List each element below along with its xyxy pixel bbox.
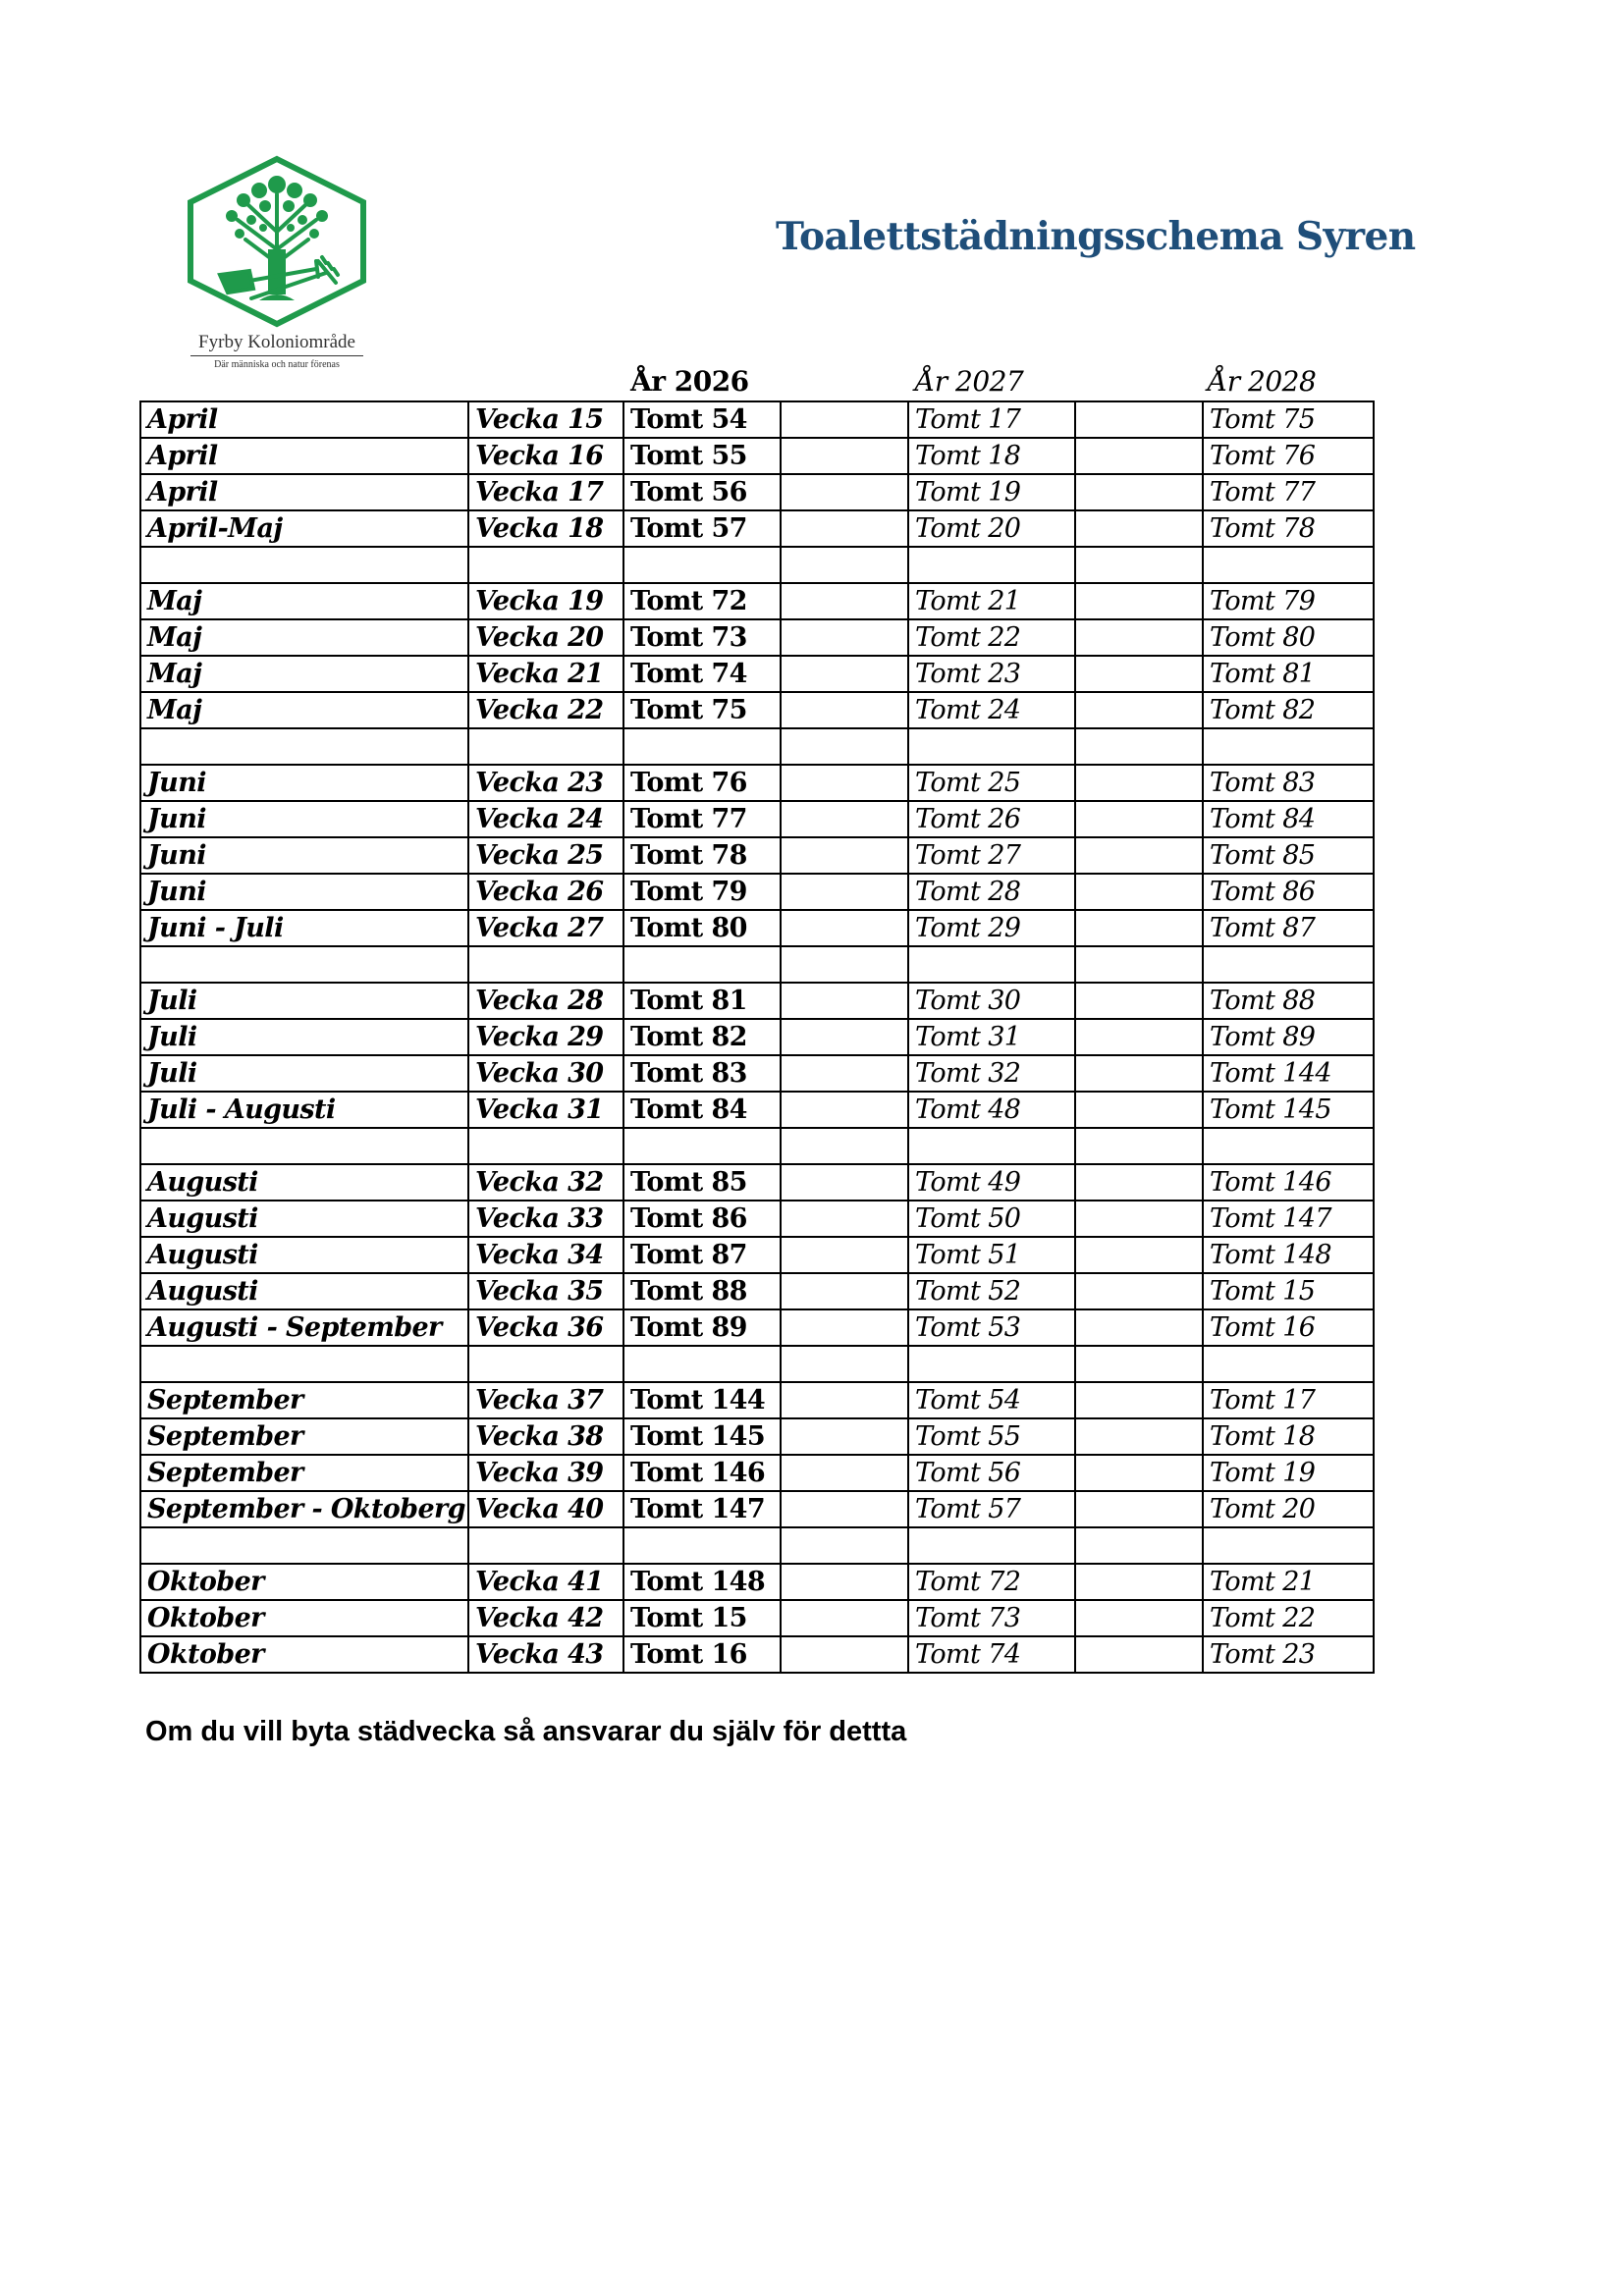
plot-2028-cell: Tomt 82: [1203, 692, 1374, 728]
spacer-cell: [781, 474, 908, 510]
week-cell: [468, 728, 623, 765]
plot-2027-cell: Tomt 74: [908, 1636, 1075, 1673]
plot-2027-cell: Tomt 53: [908, 1309, 1075, 1346]
spacer-cell: [781, 946, 908, 983]
spacer-cell: [781, 1237, 908, 1273]
spacer-cell: [781, 1346, 908, 1382]
table-row: [140, 1455, 1374, 1491]
plot-2027-cell: Tomt 18: [908, 438, 1075, 474]
spacer-cell: [781, 1092, 908, 1128]
table-row: [140, 692, 1374, 728]
spacer-row: [140, 1346, 1374, 1382]
plot-2028-cell: Tomt 23: [1203, 1636, 1374, 1673]
spacer-cell: [1075, 619, 1203, 656]
spacer-cell: [781, 983, 908, 1019]
plot-2027-cell: Tomt 25: [908, 765, 1075, 801]
plot-2027-cell: Tomt 49: [908, 1164, 1075, 1201]
plot-2028-cell: [1203, 728, 1374, 765]
plot-2028-cell: Tomt 88: [1203, 983, 1374, 1019]
spacer-cell: [1075, 1128, 1203, 1164]
plot-2027-cell: Tomt 28: [908, 874, 1075, 910]
logo-divider: [190, 355, 363, 356]
month-cell: Oktober: [140, 1600, 468, 1636]
spacer-cell: [781, 728, 908, 765]
plot-2028-cell: Tomt 75: [1203, 401, 1374, 438]
week-cell: Vecka 15: [468, 401, 623, 438]
plot-2026-cell: Tomt 76: [623, 765, 781, 801]
week-cell: Vecka 21: [468, 656, 623, 692]
spacer-cell: [1075, 401, 1203, 438]
spacer-cell: [781, 1382, 908, 1418]
spacer-cell: [1075, 910, 1203, 946]
month-cell: September: [140, 1418, 468, 1455]
month-cell: Augusti: [140, 1237, 468, 1273]
plot-2026-cell: [623, 1527, 781, 1564]
plot-2026-cell: Tomt 55: [623, 438, 781, 474]
plot-2026-cell: Tomt 148: [623, 1564, 781, 1600]
year-2026-header: År 2026: [630, 365, 749, 398]
month-cell: Juli: [140, 1055, 468, 1092]
week-cell: [468, 1128, 623, 1164]
spacer-cell: [781, 1600, 908, 1636]
plot-2026-cell: [623, 1346, 781, 1382]
plot-2026-cell: Tomt 84: [623, 1092, 781, 1128]
table-row: [140, 983, 1374, 1019]
month-cell: Maj: [140, 656, 468, 692]
week-cell: [468, 1346, 623, 1382]
table-row: [140, 1491, 1374, 1527]
spacer-cell: [1075, 1164, 1203, 1201]
plot-2026-cell: Tomt 57: [623, 510, 781, 547]
month-cell: Augusti: [140, 1273, 468, 1309]
table-row: [140, 438, 1374, 474]
plot-2028-cell: Tomt 20: [1203, 1491, 1374, 1527]
week-cell: Vecka 42: [468, 1600, 623, 1636]
spacer-cell: [781, 583, 908, 619]
month-cell: [140, 1128, 468, 1164]
week-cell: Vecka 26: [468, 874, 623, 910]
plot-2026-cell: Tomt 89: [623, 1309, 781, 1346]
plot-2026-cell: Tomt 82: [623, 1019, 781, 1055]
spacer-cell: [781, 801, 908, 837]
week-cell: Vecka 28: [468, 983, 623, 1019]
logo-tagline: Där människa och natur förenas: [214, 359, 340, 370]
spacer-cell: [781, 656, 908, 692]
plot-2027-cell: [908, 946, 1075, 983]
week-cell: Vecka 33: [468, 1201, 623, 1237]
spacer-cell: [781, 1418, 908, 1455]
spacer-cell: [781, 692, 908, 728]
spacer-cell: [781, 874, 908, 910]
plot-2028-cell: Tomt 79: [1203, 583, 1374, 619]
plot-2026-cell: Tomt 81: [623, 983, 781, 1019]
page-title: Toalettstädningsschema Syren: [776, 214, 1416, 259]
spacer-cell: [1075, 1382, 1203, 1418]
plot-2027-cell: Tomt 52: [908, 1273, 1075, 1309]
month-cell: Juni: [140, 837, 468, 874]
spacer-cell: [1075, 510, 1203, 547]
spacer-cell: [1075, 837, 1203, 874]
month-cell: April-Maj: [140, 510, 468, 547]
spacer-cell: [781, 1273, 908, 1309]
spacer-row: [140, 1128, 1374, 1164]
table-row: [140, 619, 1374, 656]
table-row: [140, 1600, 1374, 1636]
plot-2028-cell: Tomt 84: [1203, 801, 1374, 837]
spacer-cell: [781, 837, 908, 874]
spacer-cell: [781, 1128, 908, 1164]
week-cell: Vecka 37: [468, 1382, 623, 1418]
month-cell: Juni: [140, 801, 468, 837]
table-row: [140, 1564, 1374, 1600]
month-cell: Juni: [140, 874, 468, 910]
plot-2026-cell: Tomt 74: [623, 656, 781, 692]
plot-2028-cell: [1203, 1346, 1374, 1382]
week-cell: Vecka 41: [468, 1564, 623, 1600]
plot-2028-cell: [1203, 547, 1374, 583]
month-cell: September: [140, 1382, 468, 1418]
spacer-cell: [1075, 656, 1203, 692]
plot-2028-cell: Tomt 19: [1203, 1455, 1374, 1491]
plot-2026-cell: Tomt 83: [623, 1055, 781, 1092]
plot-2026-cell: Tomt 77: [623, 801, 781, 837]
plot-2027-cell: Tomt 19: [908, 474, 1075, 510]
month-cell: April: [140, 401, 468, 438]
schedule-table: [139, 400, 1375, 1674]
plot-2026-cell: Tomt 88: [623, 1273, 781, 1309]
plot-2026-cell: Tomt 79: [623, 874, 781, 910]
week-cell: Vecka 27: [468, 910, 623, 946]
year-2027-header: År 2027: [915, 365, 1024, 398]
spacer-cell: [781, 1564, 908, 1600]
spacer-cell: [1075, 1564, 1203, 1600]
plot-2028-cell: Tomt 145: [1203, 1092, 1374, 1128]
spacer-cell: [1075, 1309, 1203, 1346]
plot-2028-cell: Tomt 146: [1203, 1164, 1374, 1201]
spacer-cell: [1075, 1600, 1203, 1636]
plot-2026-cell: Tomt 16: [623, 1636, 781, 1673]
month-cell: [140, 946, 468, 983]
spacer-cell: [1075, 1346, 1203, 1382]
plot-2027-cell: Tomt 54: [908, 1382, 1075, 1418]
plot-2027-cell: Tomt 27: [908, 837, 1075, 874]
plot-2027-cell: [908, 547, 1075, 583]
spacer-cell: [781, 1019, 908, 1055]
table-row: [140, 656, 1374, 692]
week-cell: Vecka 39: [468, 1455, 623, 1491]
spacer-row: [140, 547, 1374, 583]
plot-2028-cell: Tomt 86: [1203, 874, 1374, 910]
spacer-cell: [781, 1201, 908, 1237]
spacer-cell: [1075, 1455, 1203, 1491]
week-cell: Vecka 20: [468, 619, 623, 656]
plot-2027-cell: Tomt 29: [908, 910, 1075, 946]
week-cell: Vecka 25: [468, 837, 623, 874]
month-cell: Maj: [140, 692, 468, 728]
plot-2028-cell: Tomt 89: [1203, 1019, 1374, 1055]
spacer-cell: [1075, 983, 1203, 1019]
spacer-cell: [1075, 1092, 1203, 1128]
spacer-cell: [1075, 1273, 1203, 1309]
spacer-cell: [781, 1455, 908, 1491]
table-row: [140, 1201, 1374, 1237]
plot-2026-cell: Tomt 87: [623, 1237, 781, 1273]
tree-logo-icon: [169, 155, 385, 328]
plot-2027-cell: Tomt 48: [908, 1092, 1075, 1128]
plot-2026-cell: Tomt 75: [623, 692, 781, 728]
week-cell: Vecka 24: [468, 801, 623, 837]
month-cell: Augusti: [140, 1164, 468, 1201]
spacer-cell: [1075, 583, 1203, 619]
spacer-cell: [781, 1527, 908, 1564]
week-cell: Vecka 34: [468, 1237, 623, 1273]
logo-name: Fyrby Koloniområde: [198, 332, 355, 352]
plot-2028-cell: Tomt 87: [1203, 910, 1374, 946]
week-cell: Vecka 31: [468, 1092, 623, 1128]
plot-2027-cell: Tomt 50: [908, 1201, 1075, 1237]
plot-2027-cell: Tomt 24: [908, 692, 1075, 728]
week-cell: [468, 547, 623, 583]
plot-2027-cell: Tomt 21: [908, 583, 1075, 619]
spacer-cell: [781, 1491, 908, 1527]
table-row: [140, 1092, 1374, 1128]
plot-2026-cell: Tomt 147: [623, 1491, 781, 1527]
plot-2028-cell: Tomt 16: [1203, 1309, 1374, 1346]
plot-2027-cell: Tomt 17: [908, 401, 1075, 438]
month-cell: September - Oktoberg: [140, 1491, 468, 1527]
month-cell: April: [140, 474, 468, 510]
month-cell: Oktober: [140, 1564, 468, 1600]
table-row: [140, 1382, 1374, 1418]
plot-2027-cell: [908, 1527, 1075, 1564]
week-cell: Vecka 29: [468, 1019, 623, 1055]
plot-2026-cell: Tomt 144: [623, 1382, 781, 1418]
plot-2026-cell: Tomt 86: [623, 1201, 781, 1237]
plot-2026-cell: Tomt 73: [623, 619, 781, 656]
plot-2026-cell: Tomt 54: [623, 401, 781, 438]
week-cell: Vecka 17: [468, 474, 623, 510]
plot-2028-cell: Tomt 81: [1203, 656, 1374, 692]
plot-2026-cell: Tomt 80: [623, 910, 781, 946]
spacer-cell: [1075, 1636, 1203, 1673]
table-row: [140, 874, 1374, 910]
plot-2027-cell: Tomt 22: [908, 619, 1075, 656]
table-row: [140, 510, 1374, 547]
month-cell: Maj: [140, 583, 468, 619]
table-row: [140, 837, 1374, 874]
plot-2026-cell: [623, 946, 781, 983]
month-cell: September: [140, 1455, 468, 1491]
table-row: [140, 1237, 1374, 1273]
table-row: [140, 1055, 1374, 1092]
plot-2026-cell: Tomt 56: [623, 474, 781, 510]
plot-2026-cell: Tomt 15: [623, 1600, 781, 1636]
plot-2028-cell: Tomt 18: [1203, 1418, 1374, 1455]
week-cell: Vecka 36: [468, 1309, 623, 1346]
spacer-cell: [1075, 547, 1203, 583]
table-row: [140, 1164, 1374, 1201]
spacer-cell: [781, 765, 908, 801]
month-cell: Juli: [140, 1019, 468, 1055]
spacer-cell: [1075, 728, 1203, 765]
week-cell: Vecka 40: [468, 1491, 623, 1527]
spacer-cell: [1075, 1527, 1203, 1564]
spacer-cell: [1075, 692, 1203, 728]
plot-2027-cell: [908, 1346, 1075, 1382]
spacer-cell: [781, 1636, 908, 1673]
spacer-cell: [781, 547, 908, 583]
spacer-cell: [1075, 1491, 1203, 1527]
month-cell: [140, 547, 468, 583]
plot-2027-cell: Tomt 51: [908, 1237, 1075, 1273]
plot-2027-cell: [908, 728, 1075, 765]
footer-note: Om du vill byta städvecka så ansvarar du själv för dettta: [145, 1716, 907, 1747]
plot-2027-cell: Tomt 55: [908, 1418, 1075, 1455]
spacer-cell: [1075, 765, 1203, 801]
week-cell: [468, 946, 623, 983]
plot-2028-cell: Tomt 78: [1203, 510, 1374, 547]
spacer-cell: [781, 438, 908, 474]
table-row: [140, 765, 1374, 801]
plot-2028-cell: [1203, 946, 1374, 983]
spacer-cell: [1075, 946, 1203, 983]
week-cell: [468, 1527, 623, 1564]
plot-2027-cell: Tomt 23: [908, 656, 1075, 692]
spacer-cell: [1075, 874, 1203, 910]
spacer-row: [140, 728, 1374, 765]
month-cell: Juli - Augusti: [140, 1092, 468, 1128]
month-cell: [140, 1346, 468, 1382]
plot-2026-cell: Tomt 72: [623, 583, 781, 619]
plot-2027-cell: Tomt 31: [908, 1019, 1075, 1055]
plot-2028-cell: Tomt 85: [1203, 837, 1374, 874]
week-cell: Vecka 18: [468, 510, 623, 547]
spacer-cell: [781, 1309, 908, 1346]
plot-2027-cell: Tomt 73: [908, 1600, 1075, 1636]
plot-2027-cell: Tomt 30: [908, 983, 1075, 1019]
plot-2026-cell: Tomt 145: [623, 1418, 781, 1455]
plot-2028-cell: Tomt 147: [1203, 1201, 1374, 1237]
spacer-cell: [1075, 1201, 1203, 1237]
plot-2026-cell: Tomt 78: [623, 837, 781, 874]
spacer-row: [140, 1527, 1374, 1564]
plot-2028-cell: Tomt 15: [1203, 1273, 1374, 1309]
spacer-row: [140, 946, 1374, 983]
plot-2026-cell: Tomt 146: [623, 1455, 781, 1491]
table-row: [140, 583, 1374, 619]
plot-2028-cell: [1203, 1128, 1374, 1164]
table-row: [140, 1019, 1374, 1055]
week-cell: Vecka 35: [468, 1273, 623, 1309]
spacer-cell: [781, 910, 908, 946]
week-cell: Vecka 16: [468, 438, 623, 474]
month-cell: Juni - Juli: [140, 910, 468, 946]
plot-2028-cell: Tomt 17: [1203, 1382, 1374, 1418]
plot-2028-cell: Tomt 22: [1203, 1600, 1374, 1636]
plot-2028-cell: Tomt 76: [1203, 438, 1374, 474]
plot-2026-cell: [623, 547, 781, 583]
spacer-cell: [1075, 1418, 1203, 1455]
month-cell: Augusti - September: [140, 1309, 468, 1346]
table-row: [140, 1273, 1374, 1309]
plot-2027-cell: Tomt 26: [908, 801, 1075, 837]
plot-2028-cell: Tomt 77: [1203, 474, 1374, 510]
spacer-cell: [781, 401, 908, 438]
week-cell: Vecka 22: [468, 692, 623, 728]
spacer-cell: [781, 1164, 908, 1201]
month-cell: Oktober: [140, 1636, 468, 1673]
month-cell: April: [140, 438, 468, 474]
plot-2026-cell: [623, 1128, 781, 1164]
week-cell: Vecka 19: [468, 583, 623, 619]
spacer-cell: [1075, 801, 1203, 837]
plot-2026-cell: Tomt 85: [623, 1164, 781, 1201]
month-cell: Augusti: [140, 1201, 468, 1237]
week-cell: Vecka 43: [468, 1636, 623, 1673]
week-cell: Vecka 32: [468, 1164, 623, 1201]
plot-2027-cell: Tomt 72: [908, 1564, 1075, 1600]
year-2028-header: År 2028: [1208, 365, 1317, 398]
plot-2028-cell: Tomt 144: [1203, 1055, 1374, 1092]
week-cell: Vecka 23: [468, 765, 623, 801]
table-row: [140, 1636, 1374, 1673]
spacer-cell: [1075, 474, 1203, 510]
table-row: [140, 1418, 1374, 1455]
logo: [169, 155, 385, 377]
spacer-cell: [1075, 438, 1203, 474]
spacer-cell: [781, 1055, 908, 1092]
plot-2027-cell: [908, 1128, 1075, 1164]
table-row: [140, 910, 1374, 946]
plot-2028-cell: Tomt 80: [1203, 619, 1374, 656]
spacer-cell: [1075, 1019, 1203, 1055]
month-cell: Juni: [140, 765, 468, 801]
month-cell: [140, 1527, 468, 1564]
spacer-cell: [781, 619, 908, 656]
table-row: [140, 801, 1374, 837]
week-cell: Vecka 38: [468, 1418, 623, 1455]
spacer-cell: [781, 510, 908, 547]
plot-2026-cell: [623, 728, 781, 765]
plot-2027-cell: Tomt 57: [908, 1491, 1075, 1527]
plot-2028-cell: Tomt 148: [1203, 1237, 1374, 1273]
week-cell: Vecka 30: [468, 1055, 623, 1092]
table-row: [140, 474, 1374, 510]
plot-2027-cell: Tomt 56: [908, 1455, 1075, 1491]
plot-2028-cell: Tomt 21: [1203, 1564, 1374, 1600]
spacer-cell: [1075, 1237, 1203, 1273]
month-cell: Juli: [140, 983, 468, 1019]
spacer-cell: [1075, 1055, 1203, 1092]
plot-2028-cell: [1203, 1527, 1374, 1564]
plot-2028-cell: Tomt 83: [1203, 765, 1374, 801]
table-row: [140, 401, 1374, 438]
month-cell: Maj: [140, 619, 468, 656]
plot-2027-cell: Tomt 20: [908, 510, 1075, 547]
table-row: [140, 1309, 1374, 1346]
month-cell: [140, 728, 468, 765]
plot-2027-cell: Tomt 32: [908, 1055, 1075, 1092]
